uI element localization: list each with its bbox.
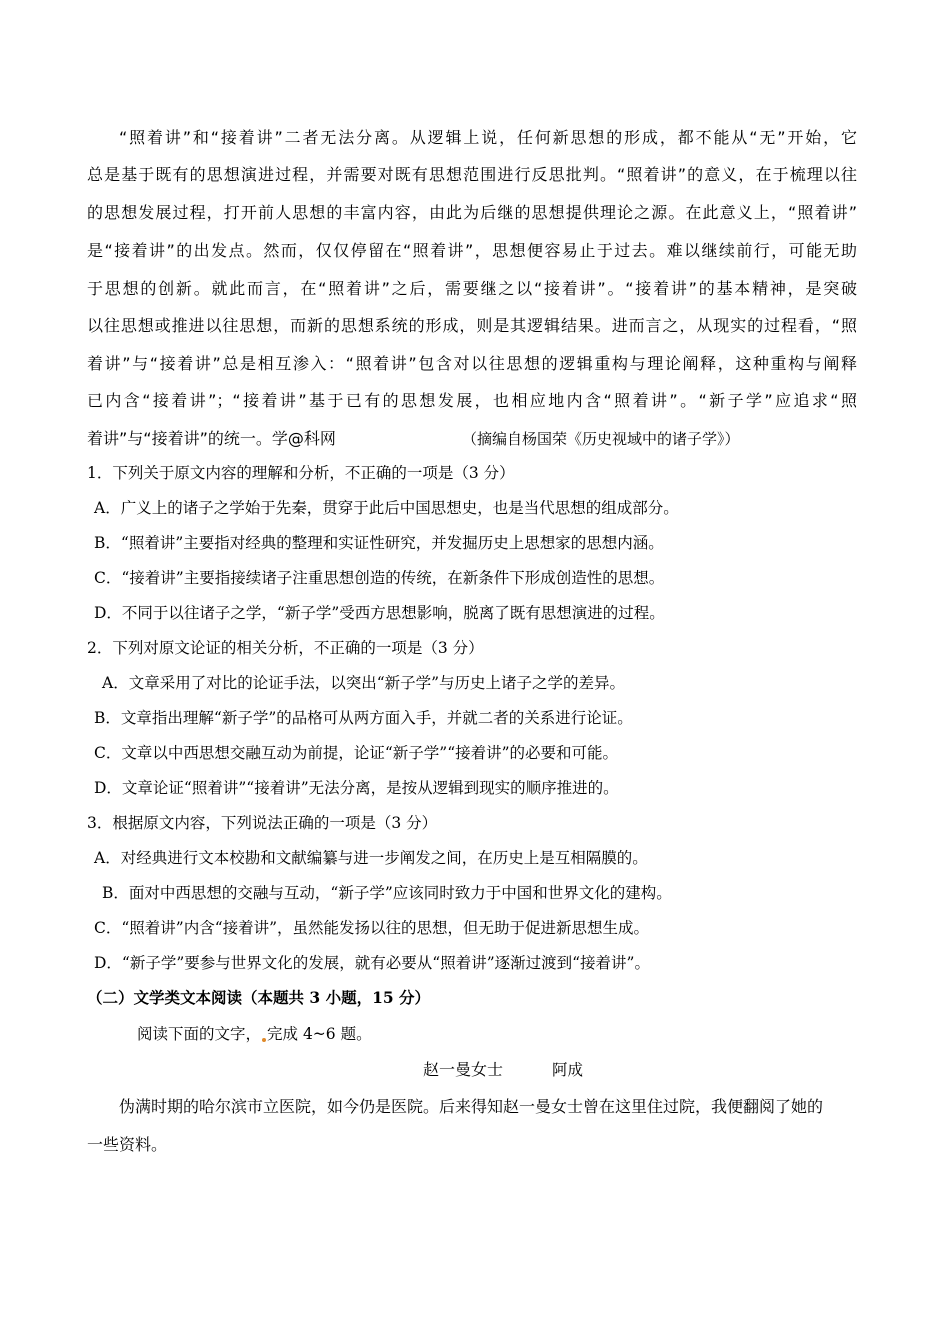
section-2-heading: （二）文学类文本阅读（本题共 3 小题，15 分） [87, 988, 431, 1007]
passage-line-3: 的思想发展过程，打开前人思想的丰富内容，由此为后继的思想提供理论之源。在此意义上，“照着讲” [87, 203, 857, 222]
passage-line-1: “照着讲”和“接着讲”二者无法分离。从逻辑上说，任何新思想的形成，都不能从“无”开始，它 [119, 128, 857, 147]
passage-line-8: 已内含“接着讲”；“接着讲”基于已有的思想发展，也相应地内含“照着讲”。“新子学”应追求“照 [87, 391, 857, 410]
question-3-option-b: B．面对中西思想的交融与互动，“新子学”应该同时致力于中国和世界文化的建构。 [102, 884, 672, 902]
question-1-option-d: D．不同于以往诸子之学，“新子学”受西方思想影响，脱离了既有思想演进的过程。 [94, 604, 665, 622]
story-title: 赵一曼女士 [423, 1060, 504, 1079]
question-2-stem: 2．下列对原文论证的相关分析，不正确的一项是（3 分） [87, 639, 484, 657]
passage-line-7: 着讲”与“接着讲”总是相互渗入：“照着讲”包含对以往思想的逻辑重构与理论阐释，这种重构与阐释 [87, 354, 857, 373]
passage-line-6: 以往思想或推进以往思想，而新的思想系统的形成，则是其逻辑结果。进而言之，从现实的过程看，“照 [87, 316, 857, 335]
instruction-part-b: 完成 4~6 题。 [267, 1025, 372, 1043]
question-3-stem: 3．根据原文内容，下列说法正确的一项是（3 分） [87, 814, 438, 832]
story-paragraph-line-2: 一些资料。 [87, 1135, 168, 1154]
question-2-option-c: C．文章以中西思想交融互动为前提，论证“新子学”“接着讲”的必要和可能。 [94, 744, 619, 762]
orange-dot-mark [262, 1038, 266, 1042]
section-2-instruction [137, 1024, 372, 1044]
story-author: 阿成 [552, 1061, 584, 1079]
question-2-option-a: A．文章采用了对比的论证手法，以突出“新子学”与历史上诸子之学的差异。 [102, 674, 626, 692]
question-3-option-c: C．“照着讲”内含“接着讲”，虽然能发扬以往的思想，但无助于促进新思想生成。 [94, 919, 650, 937]
question-1-option-c: C．“接着讲”主要指接续诸子注重思想创造的传统，在新条件下形成创造性的思想。 [94, 569, 665, 587]
story-paragraph-line-1: 伪满时期的哈尔滨市立医院，如今仍是医院。后来得知赵一曼女士曾在这里住过院，我便翻阅了她的 [119, 1097, 824, 1116]
passage-line-2: 总是基于既有的思想演进过程，并需要对既有思想范围进行反思批判。“照着讲”的意义，在于梳理以往 [87, 165, 857, 184]
passage-last-line: 着讲”与“接着讲”的统一。学@科网 [87, 429, 336, 448]
question-3-option-a: A．对经典进行文本校勘和文献编纂与进一步阐发之间，在历史上是互相隔膜的。 [94, 849, 648, 867]
passage-line-5: 于思想的创新。就此而言，在“照着讲”之后，需要继之以“接着讲”。“接着讲”的基本精神，是突破 [87, 279, 857, 298]
question-3-option-d: D．“新子学”要参与世界文化的发展，就有必要从“照着讲”逐渐过渡到“接着讲”。 [94, 954, 650, 972]
passage-line-4: 是“接着讲”的出发点。然而，仅仅停留在“照着讲”，思想便容易止于过去。难以继续前行，可能无助 [87, 241, 857, 260]
question-2-option-d: D．文章论证“照着讲”“接着讲”无法分离，是按从逻辑到现实的顺序推进的。 [94, 779, 619, 797]
passage-source: （摘编自杨国荣《历史视域中的诸子学》） [462, 430, 740, 448]
question-1-option-a: A．广义上的诸子之学始于先秦，贯穿于此后中国思想史，也是当代思想的组成部分。 [94, 499, 679, 517]
question-2-option-b: B．文章指出理解“新子学”的品格可从两方面入手，并就二者的关系进行论证。 [94, 709, 633, 727]
question-1-stem: 1．下列关于原文内容的理解和分析，不正确的一项是（3 分） [87, 464, 515, 482]
instruction-part-a: 阅读下面的文字， [137, 1025, 262, 1043]
question-1-option-b: B．“照着讲”主要指对经典的整理和实证性研究，并发掘历史上思想家的思想内涵。 [94, 534, 664, 552]
